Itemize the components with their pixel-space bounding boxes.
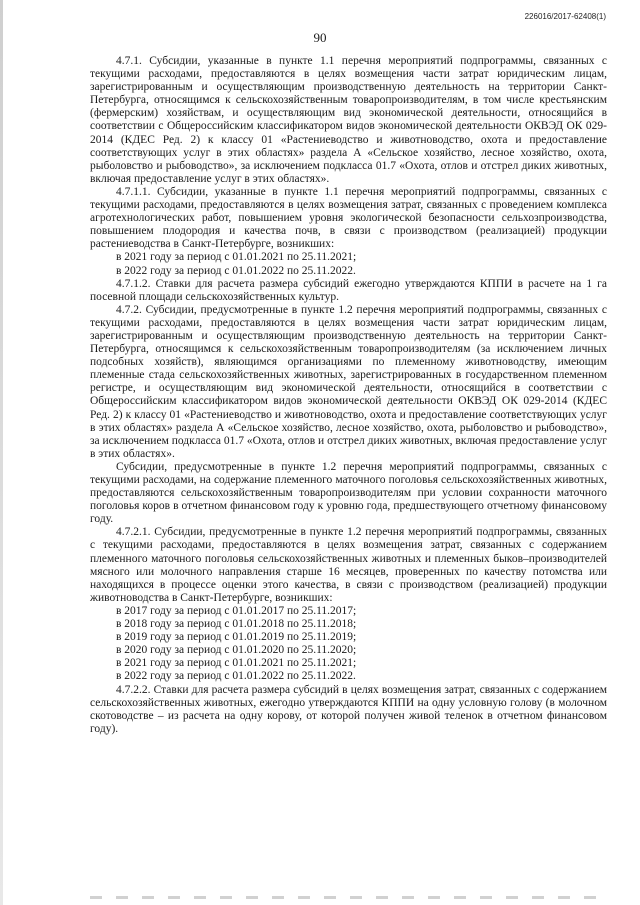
- paragraph: 4.7.2. Субсидии, предусмотренные в пункте 1.2 перечня мероприятий подпрограммы, связанных с текущими расходами, предоставляются в целях возмещения части затрат юридическим лицам, зарегистрированным и осуществляющим производственную деятельность на территории Санкт-Петербурга, относящимся к сельскохозяйственным товаропроизводителям (за исключением личных подсобных хозяйств), являющимся организациями по племенному животноводству, имеющим племенные стада сельскохозяйственных животных, зарегистрированных в государственном племенном регистре, и осуществляющим вид экономической деятельности, относящийся в соответствии с Общероссийским классификатором видов экономической деятельности ОКВЭД ОК 029-2014 (КДЕС Ред. 2) к классу 01 «Растениеводство и животноводство, охота и предоставление соответствующих услуг в этих областях» раздела А «Сельское хозяйство, лесное хозяйство, охота, рыболовство и рыбоводство», за исключением подкласса 01.7 «Охота, отлов и отстрел диких животных, включая предоставление услуг в этих областях».: [90, 303, 607, 460]
- paragraph: 4.7.1.2. Ставки для расчета размера субсидий ежегодно утверждаются КППИ в расчете на 1 га посевной площади сельскохозяйственных культур.: [90, 277, 607, 303]
- scan-edge: [0, 0, 3, 905]
- scan-footer-mark: [90, 896, 606, 899]
- period-line: в 2020 году за период с 01.01.2020 по 25.11.2020;: [116, 644, 357, 657]
- period-line: в 2021 году за период с 01.01.2021 по 25.11.2021;: [116, 657, 357, 670]
- period-line: в 2021 году за период с 01.01.2021 по 25.11.2021;: [116, 251, 357, 264]
- period-line: в 2017 году за период с 01.01.2017 по 25.11.2017;: [116, 604, 357, 617]
- paragraph: 4.7.2.1. Субсидии, предусмотренные в пункте 1.2 перечня мероприятий подпрограммы, связанных с текущими расходами, предоставляются в целях возмещения затрат, связанных с содержанием племенного маточного поголовья сельскохозяйственных животных и племенных быков–производителей мясного или молочного направления старше 16 месяцев, проверенных по качеству потомства или находящихся в процессе оценки этого качества, в связи с производством (реализацией) продукции животноводства в Санкт-Петербурге, возникших:: [90, 526, 607, 604]
- paragraph: 4.7.1. Субсидии, указанные в пункте 1.1 перечня мероприятий подпрограммы, связанных с текущими расходами, предоставляются в целях возмещения части затрат юридическим лицам, зарегистрированным и осуществляющим производственную деятельность на территории Санкт-Петербурга, относящимся к сельскохозяйственным товаропроизводителям, в том числе крестьянским (фермерским) хозяйствам, и осуществляющим вид экономической деятельности, относящийся в соответствии с Общероссийским классификатором видов экономической деятельности ОКВЭД ОК 029-2014 (КДЕС Ред. 2) к классу 01 «Растениеводство и животноводство, охота и предоставление соответствующих услуг в этих областях» раздела А «Сельское хозяйство, лесное хозяйство, охота, рыболовство и рыбоводство», за исключением подкласса 01.7 «Охота, отлов и отстрел диких животных, включая предоставление услуг в этих областях».: [90, 55, 607, 185]
- period-line: в 2022 году за период с 01.01.2022 по 25.11.2022.: [116, 670, 356, 683]
- period-line: в 2018 году за период с 01.01.2018 по 25.11.2018;: [116, 618, 357, 631]
- document-body: [90, 55, 607, 736]
- period-line: в 2022 году за период с 01.01.2022 по 25.11.2022.: [116, 264, 356, 277]
- period-line: в 2019 году за период с 01.01.2019 по 25.11.2019;: [116, 631, 357, 644]
- paragraph: 4.7.2.2. Ставки для расчета размера субсидий в целях возмещения затрат, связанных с содержанием сельскохозяйственных животных, ежегодно утверждаются КППИ на одну условную голову (в молочном скотоводстве – из расчета на одну корову, от которой получен живой теленок в отчетном финансовом году).: [90, 683, 607, 735]
- paragraph: Субсидии, предусмотренные в пункте 1.2 перечня мероприятий подпрограммы, связанных с текущими расходами, на содержание племенного маточного поголовья сельскохозяйственных животных, предоставляются сельскохозяйственным товаропроизводителям при условии сохранности маточного поголовья коров в отчетном финансовом году к уровню года, предшествующего отчетному финансовому году.: [90, 460, 607, 526]
- document-stamp: 226016/2017-62408(1): [524, 12, 606, 21]
- paragraph: 4.7.1.1. Субсидии, указанные в пункте 1.1 перечня мероприятий подпрограммы, связанных с текущими расходами, предоставляются в целях возмещения затрат, связанных с проведением комплекса агротехнологических работ, повышением уровня экологической безопасности сельхозпроизводства, повышением плодородия и качества почв, в связи с производством (реализацией) продукции растениеводства в Санкт-Петербурге, возникших:: [90, 185, 607, 251]
- page-number: 90: [313, 30, 327, 45]
